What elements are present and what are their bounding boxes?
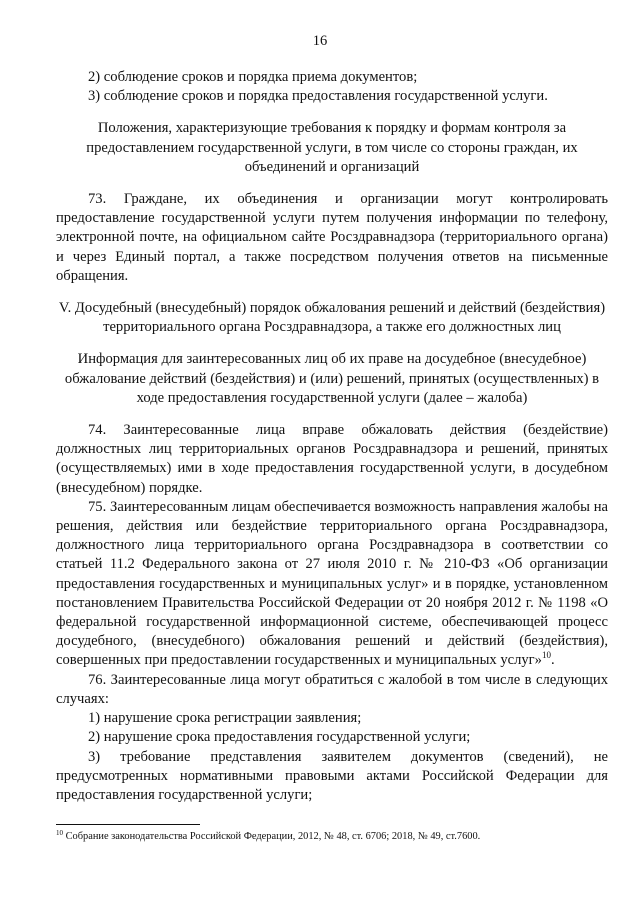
- page-number: 16: [312, 33, 328, 49]
- list-item: 2) соблюдение сроков и порядка приема документов;: [88, 69, 418, 85]
- list-item: 2) нарушение срока предоставления государственной услуги;: [88, 729, 471, 746]
- footnote: [56, 830, 616, 843]
- footnote-text: Собрание законодательства Российской Федерации, 2012, № 48, ст. 6706; 2018, № 49, ст.7600.: [65, 831, 481, 842]
- paragraph-75: 75. Заинтересованным лицам обеспечивается возможность направления жалобы на решения, действия или бездействие территориального органа Росздравнадзора, должностного лица территориального органа Росздравнадзора в соответствии со статьей 11.2 Федерального закона от 27 июля 2010 г. № 210-ФЗ «Об организации предоставления государственных и муниципальных услуг» и в порядке, установленном постановлением Правительства Российской Федерации от 20 ноября 2012 г. № 1198 «О федеральной государственной информационной системе, обеспечивающей процесс досудебного, (внесудебного) обжалования решений и действий (бездействия), совершенных при предоставлении государственных и муниципальных услуг»$^{10}$.: [56, 498, 608, 669]
- list-item: 3) требование представления заявителем документов (сведений), не предусмотренных нормативными правовыми актами Российской Федерации для предоставления государственной услуги;: [56, 748, 608, 803]
- document-body: [56, 68, 608, 805]
- paragraph-76: 76. Заинтересованные лица могут обратиться с жалобой в том числе в следующих случаях:: [56, 671, 608, 707]
- paragraph-75-text: 75. Заинтересованным лицам обеспечивается возможность направления жалобы на решения, действия или бездействие территориального органа Росздравнадзора, должностного лица территориального органа Росздравнадзора в соответствии со статьей 11.2 Федерального закона от 27 июля 2010 г. № 210-ФЗ «Об организации предоставления государственных и муниципальных услуг» и в порядке, установленном постановлением Правительства Российской Федерации от 20 ноября 2012 г. № 1198 «О федеральной государственной информационной системе, обеспечивающей процесс досудебного, (внесудебного) обжалования решений и действий (бездействия), совершенных при предоставлении государственных и муниципальных услуг»: [56, 498, 608, 669]
- info-heading: Информация для заинтересованных лиц об их праве на досудебное (внесудебное) обжалование действий (бездействия) и (или) решений, принятых (осуществленных) в ходе предоставления государственной услуги (далее – жалоба): [64, 351, 600, 406]
- section-v-heading: V. Досудебный (внесудебный) порядок обжалования решений и действий (бездействия) территориального органа Росздравнадзора, а также его должностных лиц: [58, 300, 606, 336]
- list-item: 1) нарушение срока регистрации заявления;: [88, 710, 362, 727]
- paragraph-73: 73. Граждане, их объединения и организации могут контролировать предоставление государственной услуги путем получения информации по телефону, электронной почте, на официальном сайте Росздравнадзора (территориального органа) и через Единый портал, а также посредством получения ответов на письменные обращения.: [56, 191, 608, 284]
- footnote-reference[interactable]: 10: [541, 650, 551, 661]
- list-item: 3) соблюдение сроков и порядка предоставления государственной услуги.: [88, 88, 548, 105]
- heading-control: Положения, характеризующие требования к порядку и формам контроля за предоставлением государственной услуги, в том числе со стороны граждан, их объединений и организаций: [86, 120, 578, 175]
- footnote-marker: 10: [56, 829, 63, 837]
- footnote-divider: [56, 824, 200, 825]
- paragraph-74: 74. Заинтересованные лица вправе обжаловать действия (бездействие) должностных лиц территориальных органов Росздравнадзора и решений, принятых (осуществляемых) ими в ходе предоставления государственной услуги, в досудебном (внесудебном) порядке.: [56, 422, 608, 496]
